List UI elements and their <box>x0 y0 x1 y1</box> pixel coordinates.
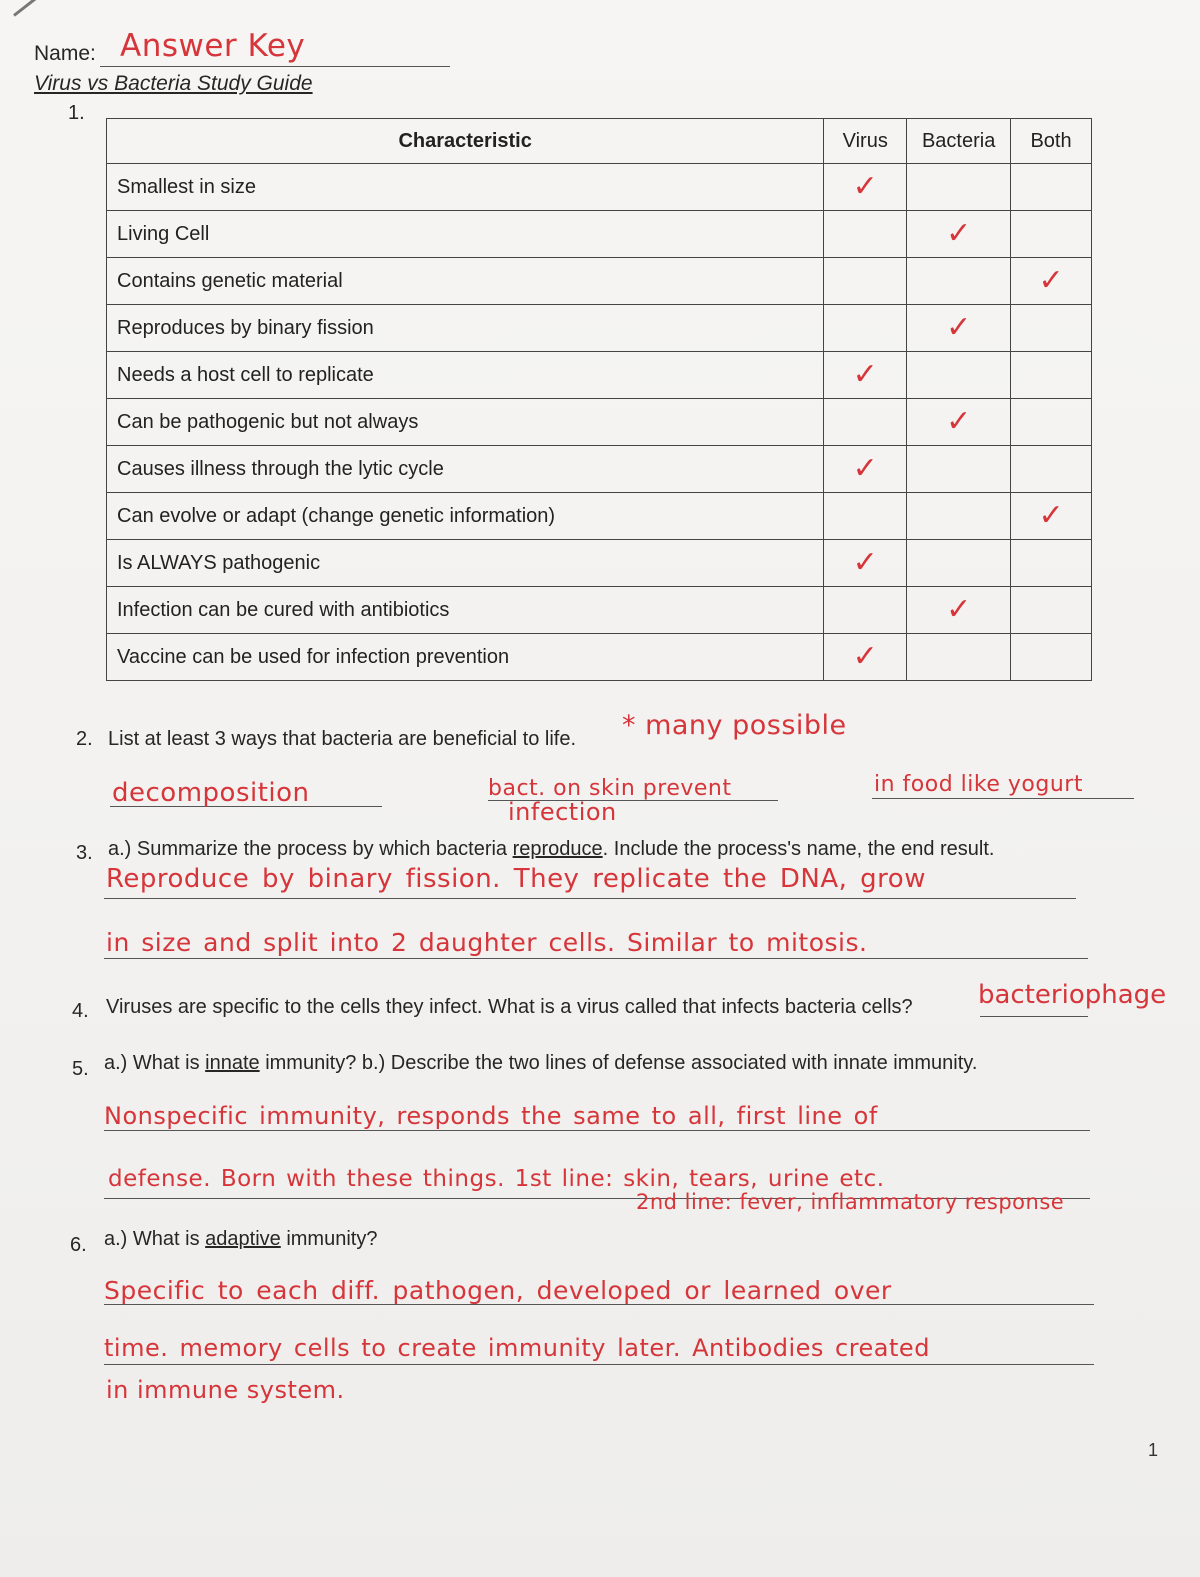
q5-answer-line-1 <box>104 1130 1090 1131</box>
cell-both <box>1011 258 1092 305</box>
cell-both <box>1011 540 1092 587</box>
cell-both <box>1011 587 1092 634</box>
characteristic-label: Causes illness through the lytic cycle <box>107 446 824 493</box>
table-row <box>107 164 1092 211</box>
cell-bacteria <box>907 164 1011 211</box>
cell-bacteria <box>907 399 1011 446</box>
table-row <box>107 352 1092 399</box>
cell-both <box>1011 446 1092 493</box>
table-row <box>107 399 1092 446</box>
q2-answer-line-3 <box>872 798 1134 799</box>
cell-bacteria <box>907 305 1011 352</box>
q5-answer-1: Nonspecific immunity, responds the same to all, first line of <box>104 1102 878 1130</box>
q3-prompt-b: . Include the process's name, the end result. <box>602 838 995 860</box>
col-both: Both <box>1011 119 1092 164</box>
cell-both <box>1011 352 1092 399</box>
col-characteristic: Characteristic <box>107 119 824 164</box>
page-title: Virus vs Bacteria Study Guide <box>34 72 313 95</box>
characteristics-table <box>106 118 1092 681</box>
q5-prompt-keyword: innate <box>205 1052 260 1074</box>
cell-virus <box>824 211 907 258</box>
cell-virus <box>824 634 907 681</box>
table-row <box>107 540 1092 587</box>
q3-prompt <box>108 838 995 861</box>
q6-prompt-b: immunity? <box>280 1228 378 1250</box>
name-label: Name: <box>34 42 96 65</box>
q6-prompt-keyword: adaptive <box>205 1228 281 1250</box>
cell-virus <box>824 446 907 493</box>
cell-virus <box>824 164 907 211</box>
q6-answer-2: time. memory cells to create immunity later. Antibodies created <box>104 1334 930 1362</box>
cell-bacteria <box>907 493 1011 540</box>
q2-answer-2: bact. on skin prevent <box>488 776 732 801</box>
table-row <box>107 446 1092 493</box>
table-row <box>107 493 1092 540</box>
q3-answer-line-1 <box>104 898 1076 899</box>
checkmark-icon: ✓ <box>852 169 878 204</box>
q4-number: 4. <box>72 1000 89 1022</box>
q3-answer-line-2 <box>104 958 1088 959</box>
characteristic-label: Smallest in size <box>107 164 824 211</box>
cell-virus <box>824 493 907 540</box>
cell-bacteria <box>907 352 1011 399</box>
page-number: 1 <box>1147 1440 1158 1460</box>
checkmark-icon: ✓ <box>852 639 878 674</box>
cell-both <box>1011 634 1092 681</box>
cell-virus <box>824 540 907 587</box>
cell-both <box>1011 399 1092 446</box>
cell-bacteria <box>907 211 1011 258</box>
name-value: Answer Key <box>120 28 306 64</box>
checkmark-icon: ✓ <box>946 592 972 627</box>
q2-note: * many possible <box>622 710 847 741</box>
characteristic-label: Can evolve or adapt (change genetic information) <box>107 493 824 540</box>
checkmark-icon: ✓ <box>946 404 972 439</box>
q6-prompt <box>104 1228 377 1251</box>
name-underline <box>100 66 450 67</box>
table-row <box>107 634 1092 681</box>
characteristic-label: Living Cell <box>107 211 824 258</box>
q6-answer-line-2 <box>104 1364 1094 1365</box>
cell-bacteria <box>907 446 1011 493</box>
cell-both <box>1011 211 1092 258</box>
cell-virus <box>824 352 907 399</box>
characteristic-label: Is ALWAYS pathogenic <box>107 540 824 587</box>
q3-answer-2: in size and split into 2 daughter cells. Similar to mitosis. <box>106 928 868 957</box>
table-row <box>107 305 1092 352</box>
q1-number: 1. <box>68 102 85 124</box>
q3-prompt-keyword: reproduce <box>512 838 603 860</box>
q6-prompt-a: a.) What is <box>104 1228 206 1250</box>
q3-prompt-a: a.) Summarize the process by which bacteria <box>108 838 513 860</box>
cell-bacteria <box>907 634 1011 681</box>
q5-number: 5. <box>72 1058 89 1080</box>
pencil-mark <box>13 0 51 17</box>
q2-number: 2. <box>76 728 93 750</box>
q2-answer-2b: infection <box>508 798 617 826</box>
characteristic-label: Infection can be cured with antibiotics <box>107 587 824 634</box>
q2-answer-3: in food like yogurt <box>874 772 1083 797</box>
checkmark-icon: ✓ <box>946 216 972 251</box>
col-bacteria: Bacteria <box>907 119 1011 164</box>
col-virus: Virus <box>824 119 907 164</box>
cell-bacteria <box>907 540 1011 587</box>
checkmark-icon: ✓ <box>1038 263 1064 298</box>
cell-bacteria <box>907 258 1011 305</box>
characteristic-label: Reproduces by binary fission <box>107 305 824 352</box>
q6-number: 6. <box>70 1234 87 1256</box>
q5-prompt-a: a.) What is <box>104 1052 206 1074</box>
checkmark-icon: ✓ <box>852 357 878 392</box>
cell-both <box>1011 305 1092 352</box>
characteristic-label: Needs a host cell to replicate <box>107 352 824 399</box>
checkmark-icon: ✓ <box>946 310 972 345</box>
characteristic-label: Can be pathogenic but not always <box>107 399 824 446</box>
q2-answer-1: decomposition <box>112 778 310 808</box>
q5-answer-3: 2nd line: fever, inflammatory response <box>636 1190 1065 1214</box>
checkmark-icon: ✓ <box>1038 498 1064 533</box>
characteristic-label: Contains genetic material <box>107 258 824 305</box>
cell-bacteria <box>907 587 1011 634</box>
q3-answer-1: Reproduce by binary fission. They replicate the DNA, grow <box>106 864 926 894</box>
table-row <box>107 258 1092 305</box>
table-body <box>107 164 1092 681</box>
table-row <box>107 587 1092 634</box>
q6-answer-1: Specific to each diff. pathogen, developed or learned over <box>104 1276 892 1305</box>
checkmark-icon: ✓ <box>852 451 878 486</box>
q2-prompt: List at least 3 ways that bacteria are beneficial to life. <box>108 728 577 750</box>
cell-virus <box>824 305 907 352</box>
q5-prompt-b: immunity? b.) Describe the two lines of defense associated with innate immunity. <box>259 1052 978 1074</box>
cell-both <box>1011 493 1092 540</box>
q3-number: 3. <box>76 842 93 864</box>
q4-prompt: Viruses are specific to the cells they infect. What is a virus called that infects bacteria cells? <box>106 996 913 1018</box>
cell-both <box>1011 164 1092 211</box>
checkmark-icon: ✓ <box>852 545 878 580</box>
cell-virus <box>824 399 907 446</box>
q6-answer-3: in immune system. <box>106 1376 345 1404</box>
table-row <box>107 211 1092 258</box>
q4-answer-line <box>980 1016 1088 1017</box>
characteristic-label: Vaccine can be used for infection prevention <box>107 634 824 681</box>
q5-prompt <box>104 1052 977 1075</box>
cell-virus <box>824 587 907 634</box>
q5-answer-2: defense. Born with these things. 1st line: skin, tears, urine etc. <box>108 1166 885 1192</box>
cell-virus <box>824 258 907 305</box>
q4-answer: bacteriophage <box>978 980 1167 1010</box>
